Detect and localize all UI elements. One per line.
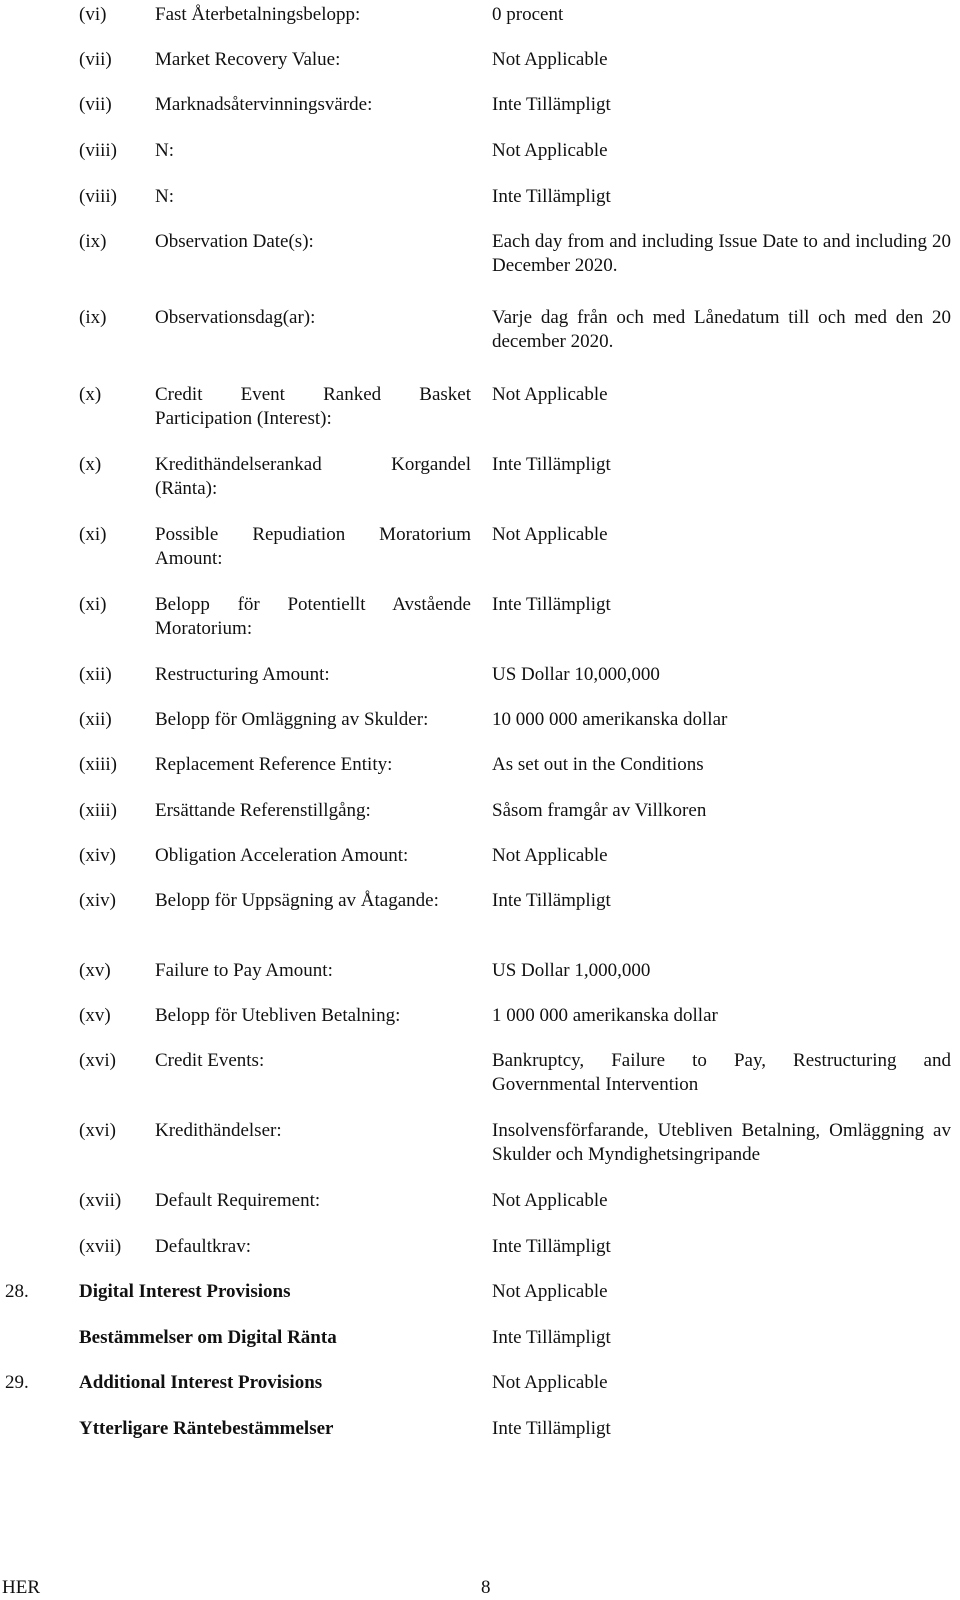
item-number: (xvi) <box>79 1050 116 1071</box>
item-label: Belopp för Utebliven Betalning: <box>155 1005 401 1026</box>
item-value: Inte Tillämpligt <box>492 594 611 615</box>
item-number: (xiv) <box>79 845 116 866</box>
item-number: (ix) <box>79 307 107 328</box>
item-number: (viii) <box>79 140 117 161</box>
item-value: Each day from and including Issue Date to and including 20 December 2020. <box>492 231 951 276</box>
item-label: Possible Repudiation Moratorium Amount: <box>155 524 471 569</box>
item-label: Belopp för Potentiellt Avstående Moratorium: <box>155 594 471 639</box>
item-number: (x) <box>79 384 102 405</box>
item-label: Observation Date(s): <box>155 231 314 252</box>
item-label: Defaultkrav: <box>155 1236 252 1257</box>
item-value: 1 000 000 amerikanska dollar <box>492 1005 718 1026</box>
item-label: Observationsdag(ar): <box>155 307 316 328</box>
section-value: Inte Tillämpligt <box>492 1327 611 1348</box>
item-number: (vii) <box>79 94 112 115</box>
item-number: (xv) <box>79 1005 111 1026</box>
item-value: Inte Tillämpligt <box>492 94 611 115</box>
item-value: 10 000 000 amerikanska dollar <box>492 709 728 730</box>
item-label: Credit Event Ranked Basket Participation (Interest): <box>155 384 471 429</box>
item-value: Inte Tillämpligt <box>492 890 611 911</box>
item-number: (viii) <box>79 186 117 207</box>
item-label: Marknadsåtervinningsvärde: <box>155 94 373 115</box>
item-number: (xiii) <box>79 754 117 775</box>
item-value: Varje dag från och med Lånedatum till och med den 20 december 2020. <box>492 307 951 352</box>
section-number: 28. <box>5 1281 29 1302</box>
item-label: Ersättande Referenstillgång: <box>155 800 371 821</box>
item-value: As set out in the Conditions <box>492 754 704 775</box>
item-number: (ix) <box>79 231 107 252</box>
item-value: Bankruptcy, Failure to Pay, Restructuring and Governmental Intervention <box>492 1050 951 1095</box>
item-label: Fast Återbetalningsbelopp: <box>155 4 361 25</box>
item-number: (xvi) <box>79 1120 116 1141</box>
item-label: Default Requirement: <box>155 1190 321 1211</box>
item-number: (xvii) <box>79 1236 122 1257</box>
section-value: Inte Tillämpligt <box>492 1418 611 1439</box>
item-label: N: <box>155 140 174 161</box>
item-value: Not Applicable <box>492 845 608 866</box>
item-value: Inte Tillämpligt <box>492 454 611 475</box>
item-number: (xii) <box>79 709 112 730</box>
item-value: Not Applicable <box>492 140 608 161</box>
item-label: Obligation Acceleration Amount: <box>155 845 409 866</box>
item-number: (xi) <box>79 524 107 545</box>
item-value: Not Applicable <box>492 49 608 70</box>
item-number: (xiii) <box>79 800 117 821</box>
item-number: (vi) <box>79 4 107 25</box>
item-number: (vii) <box>79 49 112 70</box>
item-value: Inte Tillämpligt <box>492 186 611 207</box>
section-value: Not Applicable <box>492 1372 608 1393</box>
item-number: (xv) <box>79 960 111 981</box>
item-label: Kredithändelser: <box>155 1120 282 1141</box>
item-label: Replacement Reference Entity: <box>155 754 393 775</box>
item-label: Market Recovery Value: <box>155 49 341 70</box>
footer-code: HER <box>2 1577 40 1598</box>
item-value: Insolvensförfarande, Utebliven Betalning, Omläggning av Skulder och Myndighetsingripande <box>492 1120 951 1165</box>
item-number: (xi) <box>79 594 107 615</box>
page-number: 8 <box>481 1577 491 1598</box>
item-number: (xvii) <box>79 1190 122 1211</box>
item-label: N: <box>155 186 174 207</box>
item-number: (xii) <box>79 664 112 685</box>
item-number: (x) <box>79 454 102 475</box>
section-number: 29. <box>5 1372 29 1393</box>
item-number: (xiv) <box>79 890 116 911</box>
item-value: Not Applicable <box>492 1190 608 1211</box>
section-heading: Ytterligare Räntebestämmelser <box>79 1418 334 1439</box>
item-label: Failure to Pay Amount: <box>155 960 333 981</box>
section-value: Not Applicable <box>492 1281 608 1302</box>
item-value: US Dollar 10,000,000 <box>492 664 660 685</box>
item-value: US Dollar 1,000,000 <box>492 960 651 981</box>
item-value: Not Applicable <box>492 524 608 545</box>
item-value: Såsom framgår av Villkoren <box>492 800 707 821</box>
item-label: Kredithändelserankad Korgandel (Ränta): <box>155 454 471 499</box>
item-label: Belopp för Omläggning av Skulder: <box>155 709 429 730</box>
item-value: Inte Tillämpligt <box>492 1236 611 1257</box>
section-heading: Additional Interest Provisions <box>79 1372 323 1393</box>
section-heading: Digital Interest Provisions <box>79 1281 291 1302</box>
item-value: 0 procent <box>492 4 564 25</box>
item-label: Credit Events: <box>155 1050 265 1071</box>
section-heading: Bestämmelser om Digital Ränta <box>79 1327 337 1348</box>
page-footer <box>0 1576 960 1600</box>
item-label: Belopp för Uppsägning av Åtagande: <box>155 890 439 911</box>
item-value: Not Applicable <box>492 384 608 405</box>
item-label: Restructuring Amount: <box>155 664 330 685</box>
